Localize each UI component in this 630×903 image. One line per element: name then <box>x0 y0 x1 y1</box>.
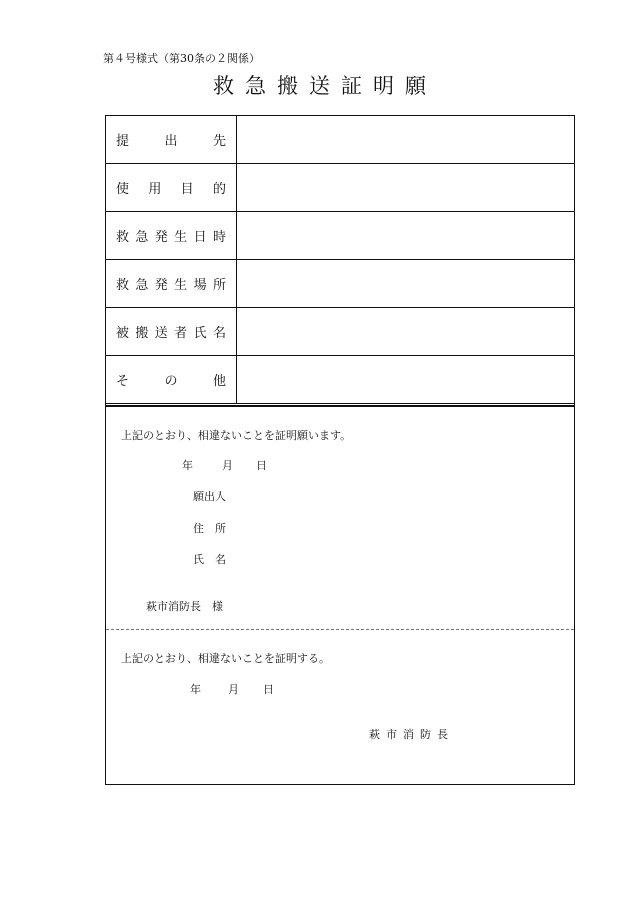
field-label <box>106 116 237 163</box>
field-label-char: 用 <box>148 182 162 197</box>
certification-date-day: 日 <box>263 683 274 696</box>
field-label-char: 発 <box>154 230 168 245</box>
field-label-char: の <box>164 374 178 389</box>
document-title: 救急搬送証明願 <box>213 74 437 98</box>
request-date-day: 日 <box>256 459 267 472</box>
field-value[interactable] <box>237 260 574 307</box>
name-label: 氏 名 <box>193 553 226 566</box>
field-value[interactable] <box>237 164 574 211</box>
field-label-char: 救 <box>116 278 130 293</box>
field-label-char: 的 <box>212 182 226 197</box>
certification-date-month: 月 <box>228 683 239 696</box>
field-row <box>106 212 574 260</box>
field-label-char: 救 <box>116 230 130 245</box>
field-label-char: 場 <box>193 278 207 293</box>
field-label-char: 生 <box>174 230 188 245</box>
field-label-char: 急 <box>135 278 149 293</box>
dashed-separator <box>106 629 574 630</box>
request-date-month: 月 <box>222 459 233 472</box>
field-label-char: 先 <box>212 134 226 149</box>
certification-statement: 上記のとおり、相違ないことを証明する。 <box>121 652 330 665</box>
field-label <box>106 212 237 259</box>
field-value[interactable] <box>237 356 574 403</box>
field-value[interactable] <box>237 116 574 163</box>
field-label <box>106 164 237 211</box>
field-label-char: 所 <box>212 278 226 293</box>
request-addressee: 萩市消防長 様 <box>146 600 223 613</box>
field-label-char: 発 <box>154 278 168 293</box>
address-label: 住 所 <box>193 522 226 535</box>
field-label <box>106 308 237 355</box>
field-label-char: 日 <box>193 230 207 245</box>
section-divider <box>106 405 574 407</box>
field-label-char: 者 <box>174 326 188 341</box>
applicant-label: 願出人 <box>193 490 226 503</box>
form-number: 第４号様式（第30条の２関係） <box>103 52 260 65</box>
field-label-char: 目 <box>180 182 194 197</box>
field-label-char: 名 <box>212 326 226 341</box>
field-row <box>106 116 574 164</box>
field-label-char: 生 <box>174 278 188 293</box>
field-label-char: 搬 <box>135 326 149 341</box>
field-value[interactable] <box>237 308 574 355</box>
field-label-char: 被 <box>116 326 130 341</box>
field-row <box>106 308 574 356</box>
certification-date-year: 年 <box>190 683 201 696</box>
field-row <box>106 356 574 404</box>
field-label-char: 提 <box>116 134 130 149</box>
request-date-year: 年 <box>182 459 193 472</box>
field-label-char: 時 <box>212 230 226 245</box>
field-label-char: 出 <box>164 134 178 149</box>
field-label <box>106 260 237 307</box>
field-label <box>106 356 237 403</box>
field-label-char: 急 <box>135 230 149 245</box>
request-statement: 上記のとおり、相違ないことを証明願います。 <box>121 429 352 442</box>
field-row <box>106 260 574 308</box>
field-row <box>106 164 574 212</box>
field-label-char: そ <box>116 374 130 389</box>
form-frame <box>105 115 575 785</box>
field-label-char: 使 <box>116 182 130 197</box>
field-label-char: 氏 <box>193 326 207 341</box>
field-label-char: 他 <box>212 374 226 389</box>
field-label-char: 送 <box>154 326 168 341</box>
field-value[interactable] <box>237 212 574 259</box>
certification-issuer: 萩市消防長 <box>369 728 454 741</box>
